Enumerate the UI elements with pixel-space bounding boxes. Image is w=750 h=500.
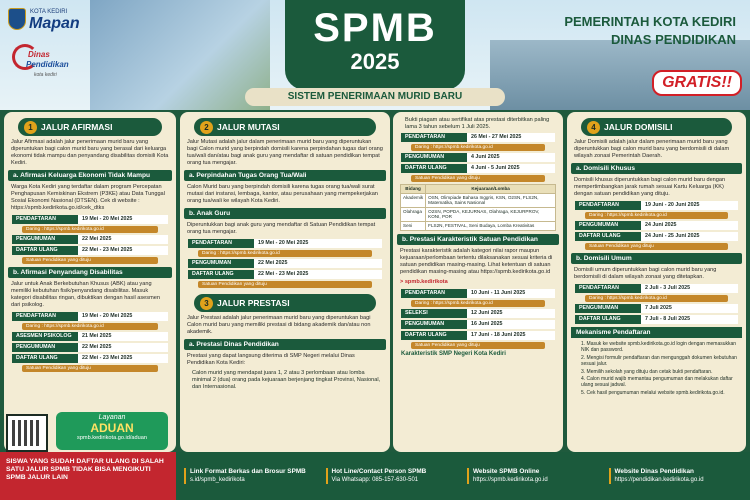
note: Satuan Pendidikan yang dituju [22,257,158,264]
list-item: 3. Memilih sekolah yang dituju dan cetak bukti pendaftaran. [581,368,713,375]
warning-text: SISWA YANG SUDAH DAFTAR ULANG DI SALAH SATU JALUR SPMB TIDAK BISA MENGIKUTI SPMB JALUR LAIN [6,458,164,481]
schedule-row: SELEKSI 12 Juni 2025 [401,309,555,318]
gov-title: PEMERINTAH KOTA KEDIRI DINAS PENDIDIKAN [564,14,736,47]
spmb-year: 2025 [350,49,400,74]
note: Satuan Pendidikan yang dituju [198,281,372,288]
schedule-row: PENDAFTARAN 19 Mei - 20 Mei 2025 [188,239,382,248]
karakteristik-heading: Karakteristik SMP Negeri Kota Kediri [401,350,506,357]
subtitle: SISTEM PENERIMAAN MURID BARU [245,88,505,106]
domisili-desc: Jalur Domisili adalah jalur dalam penerimaan murid baru yang diperuntukkan bagi calon murid baru yang berdomisili di dalam wilayah zonasi Pemerintah Daerah. [574,139,730,159]
table-row: Akademik OSN, Olimpiade Bahasa Inggris, KSN, O2SN, FLS2N, Matematika, Sains Nasional [401,193,556,207]
schedule-row: PENDAFTARAN 19 Mei - 20 Mei 2025 [12,215,168,224]
note: Satuan Pendidikan yang dituju [22,365,158,372]
afirmasi-sub-a-desc: Warga Kota Kediri yang terdaftar dalam program Percepatan Penghapusan Kemiskinan Ekstrem (P3KE) atau Data Tunggal Sosial Ekonomi Nasional (DTSEN). Cek di website : https://spmb.kedirikota.go.id/cek_dtks [11,184,165,211]
prestasi-bullet-top: Bukti piagam atau sertifikat atas prestasi diterbitkan paling lama 3 tahun sebelum 1 Juli 2025. [405,117,550,130]
afirmasi-panel [4,112,176,452]
list-item: 1. Masuk ke website spmb.kedirikota.go.id login dengan memasukkan NIK dan password. [581,341,737,354]
prestasi-bullet: Calon murid yang mendapat juara 1, 2 atau 3 perlombaan atau lomba minimal 2 (dua) orang pada kejuaraan berjenjang tingkat Provinsi, Nasional, dan Internasional. [192,370,381,390]
mutasi-sub-b-desc: Diperuntukkan bagi anak guru yang mendaftar di Satuan Pendidikan tempat orang tua mengajar. [187,222,376,235]
schedule-row: PENDAFTARAN 19 Juni - 20 Juni 2025 [575,201,738,210]
schedule-row: DAFTAR ULANG 22 Mei - 23 Mei 2025 [12,246,168,255]
schedule-row: PENDAFTARAN 26 Mei - 27 Mei 2025 [401,133,555,142]
afirmasi-sub-b: b. Afirmasi Penyandang Disabilitas [8,267,172,278]
domisili-heading: 4 JALUR DOMISILI [581,118,732,136]
schedule-row: DAFTAR ULANG 22 Mei - 23 Mei 2025 [188,270,382,279]
schedule-row: PENGUMUMAN 24 Juni 2025 [575,221,738,230]
note: Satuan Pendidikan yang dituju [411,342,545,349]
footer-item[interactable]: Link Format Berkas dan Brosur SPMB s.id/spmb_kedirikota [184,468,318,484]
list-item: 2. Mengisi formulir pendaftaran dan mengunggah dokumen kebutuhan sesuai jalur. [581,354,737,368]
footer [176,452,750,500]
schedule-row: PENGUMUMAN 16 Juni 2025 [401,320,555,329]
list-item: 4. Calon murid wajib memantau pengumuman dan melakukan daftar ulang sesuai jadwal. [581,376,733,389]
afirmasi-heading: 1 JALUR AFIRMASI [18,118,162,136]
schedule-row: PENGUMUMAN 22 Mei 2025 [188,259,382,268]
schedule-row: PENGUMUMAN 22 Mei 2025 [12,235,168,244]
students-photo [90,0,270,110]
gratis-badge: GRATIS!! [652,70,742,96]
note: Daring : https://spmb.kedirikota.go.id [198,250,372,257]
kejuaraan-table: Bidang Kejuaraan/Lomba Akademik OSN, Olimpiade Bahasa Inggris, KSN, O2SN, FLS2N, Matematika, Sains Nasional Olahraga O2SN, POPDA, KEJURNAS, Olahraga, KEJURPROV, KONI, POR Seni FLS2N, FESTIVAL, Seni Budaya, Lomba Kreativitas [400,184,556,231]
schedule-row: PENGUMUMAN 4 Juni 2025 [401,153,555,162]
domisili-sub-b-desc: Domisili umum diperuntukkan bagi calon murid baru yang berdomisili di dalam wilayah zonasi yang ditetapkan. [574,267,717,280]
prestasi-sub-b: b. Prestasi Karakteristik Satuan Pendidikan [397,234,559,245]
table-row: Olahraga O2SN, POPDA, KEJURNAS, Olahraga, KEJURPROV, KONI, POR [401,207,556,221]
warning-banner [0,452,176,500]
logo-area [4,6,90,96]
schedule-row: DAFTAR ULANG 17 Juni - 18 Juni 2025 [401,331,555,340]
footer-item[interactable]: Hot Line/Contact Person SPMB Via Whatsapp: 085-157-630-501 [326,468,460,484]
afirmasi-desc: Jalur Afirmasi adalah jalur penerimaan murid baru yang diperuntukan bagi calon murid baru yang berasal dari keluarga ekonomi tidak mampu dan penyandang disabilitas domisili Kota Kediri. [11,139,169,166]
prestasi-sub-b-desc: Prestasi karakteristik adalah kategori nilai rapor maupun kejuaraan/perlombaan tertentu dilaksanakan sesuai kriteria di satuan pendidikan masing-masing. Lihat ketentuan di satuan pendidikan masing-masing atau https://spmb.kedirikota.go.id [400,247,553,275]
mutasi-sub-a: a. Perpindahan Tugas Orang Tua/Wali [184,170,386,181]
note: Daring : https://spmb.kedirikota.go.id [22,226,158,233]
note: Daring : https://spmb.kedirikota.go.id [411,144,545,151]
schedule-row: ASESMEN PSIKOLOG 21 Mei 2025 [12,332,168,341]
domisili-sub-b: b. Domisili Umum [571,253,742,264]
mapan-logo: Mapan [29,15,80,32]
table-row: Seni FLS2N, FESTIVAL, Seni Budaya, Lomba Kreativitas [401,221,556,230]
schedule-row: PENDAFTARAN 10 Juni - 11 Juni 2025 [401,289,555,298]
prestasi-desc: Jalur Prestasi adalah jalur penerimaan murid baru yang diperuntukan bagi Calon murid baru yang memiliki prestasi di bidang akademik dan/atau non akademik. [187,315,371,335]
note: Daring : https://spmb.kedirikota.go.id [585,295,728,302]
note: Daring : https://spmb.kedirikota.go.id [22,323,158,330]
footer-item[interactable]: Website Dinas Pendidikan https://pendidikan.kedirikota.go.id [609,468,743,484]
mutasi-sub-a-desc: Calon Murid baru yang berpindah domisili karena tugas orang tua/wali surat mutasi dari instansi, lembaga, kantor, atau perusahaan yang mempekerjakan orang tua/wali ke wilayah Kota Kediri. [187,184,378,204]
note: Daring : https://spmb.kedirikota.go.id [585,212,728,219]
mutasi-prestasi-panel [180,112,390,452]
spmb-title: SPMB [313,6,437,50]
qr-code-icon[interactable] [6,414,48,452]
schedule-row: DAFTAR ULANG 24 Juni - 25 Juni 2025 [575,232,738,241]
note: Daring : https://spmb.kedirikota.go.id [411,300,545,307]
prestasi-heading: 3 JALUR PRESTASI [194,294,376,312]
list-item: 5. Cek hasil pengumuman melalui website spmb.kedirikota.go.id. [581,389,725,396]
note: Satuan Pendidikan yang dituju [585,243,728,250]
schedule-row: DAFTAR ULANG 22 Mei - 23 Mei 2025 [12,354,168,363]
layanan-aduan-box[interactable]: Layanan ADUAN spmb.kedirikota.go.id/aduan [56,412,168,450]
mutasi-desc: Jalur Mutasi adalah jalur dalam penerimaan murid baru yang diperuntukan bagi Calon murid yang berpindah domisili karena perpindahan tugas dari orang tua/wali dan/atau bagi anak guru yang mendaftar di satuan pendidikan tempat orang tua mengajar. [187,139,383,166]
prestasi-cont-panel [393,112,563,452]
kota-label: KOTA KEDIRI [30,9,68,15]
footer-item[interactable]: Website SPMB Online https://spmb.kedirikota.go.id [467,468,601,484]
afirmasi-sub-b-desc: Jalur untuk Anak Berkebutuhan Khusus (ABK) atau yang memiliki kebutuhan fisik/penyandang disabilitas. Masuk kategori disabilitas ringan, dibuktikan dengan hasil asesmen dari psikolog. [11,281,160,308]
prestasi-sub-a-desc: Prestasi yang dapat langsung diterima di SMP Negeri melalui Dinas Pendidikan Kota Kediri: [187,353,355,366]
domisili-sub-a-desc: Domisili khusus diperuntukkan bagi calon murid baru dengan mempertimbangkan jarak rumah sesuai Kartu Keluarga (KK) dengan satuan pendidikan yang dituju. [574,177,726,197]
domisili-sub-a: a. Domisili Khusus [571,163,742,174]
schedule-row: DAFTAR ULANG 7 Juli - 8 Juli 2025 [575,315,738,324]
spmb-title-box [285,0,465,90]
mutasi-heading: 2 JALUR MUTASI [194,118,376,136]
schedule-row: PENGUMUMAN 22 Mei 2025 [12,343,168,352]
prestasi-sub-a: a. Prestasi Dinas Pendidikan [184,339,386,350]
schedule-row: PENDAFTARAN 2 Juli - 3 Juli 2025 [575,284,738,293]
domisili-panel [567,112,746,452]
schedule-row: PENGUMUMAN 7 Juli 2025 [575,304,738,313]
prestasi-link[interactable]: > spmb.kedirikota [400,278,448,285]
mekanisme-heading: Mekanisme Pendaftaran [571,327,742,338]
kota-kediri-crest-icon [8,8,26,30]
schedule-row: PENDAFTARAN 19 Mei - 20 Mei 2025 [12,312,168,321]
mutasi-sub-b: b. Anak Guru [184,208,386,219]
afirmasi-sub-a: a. Afirmasi Keluarga Ekonomi Tidak Mampu [8,170,172,181]
note: Satuan Pendidikan yang dituju [411,175,545,182]
dinas-pendidikan-logo: Dinas Pendidikan kota kediri [12,44,72,94]
schedule-row: DAFTAR ULANG 4 Juni - 5 Juni 2025 [401,164,555,173]
